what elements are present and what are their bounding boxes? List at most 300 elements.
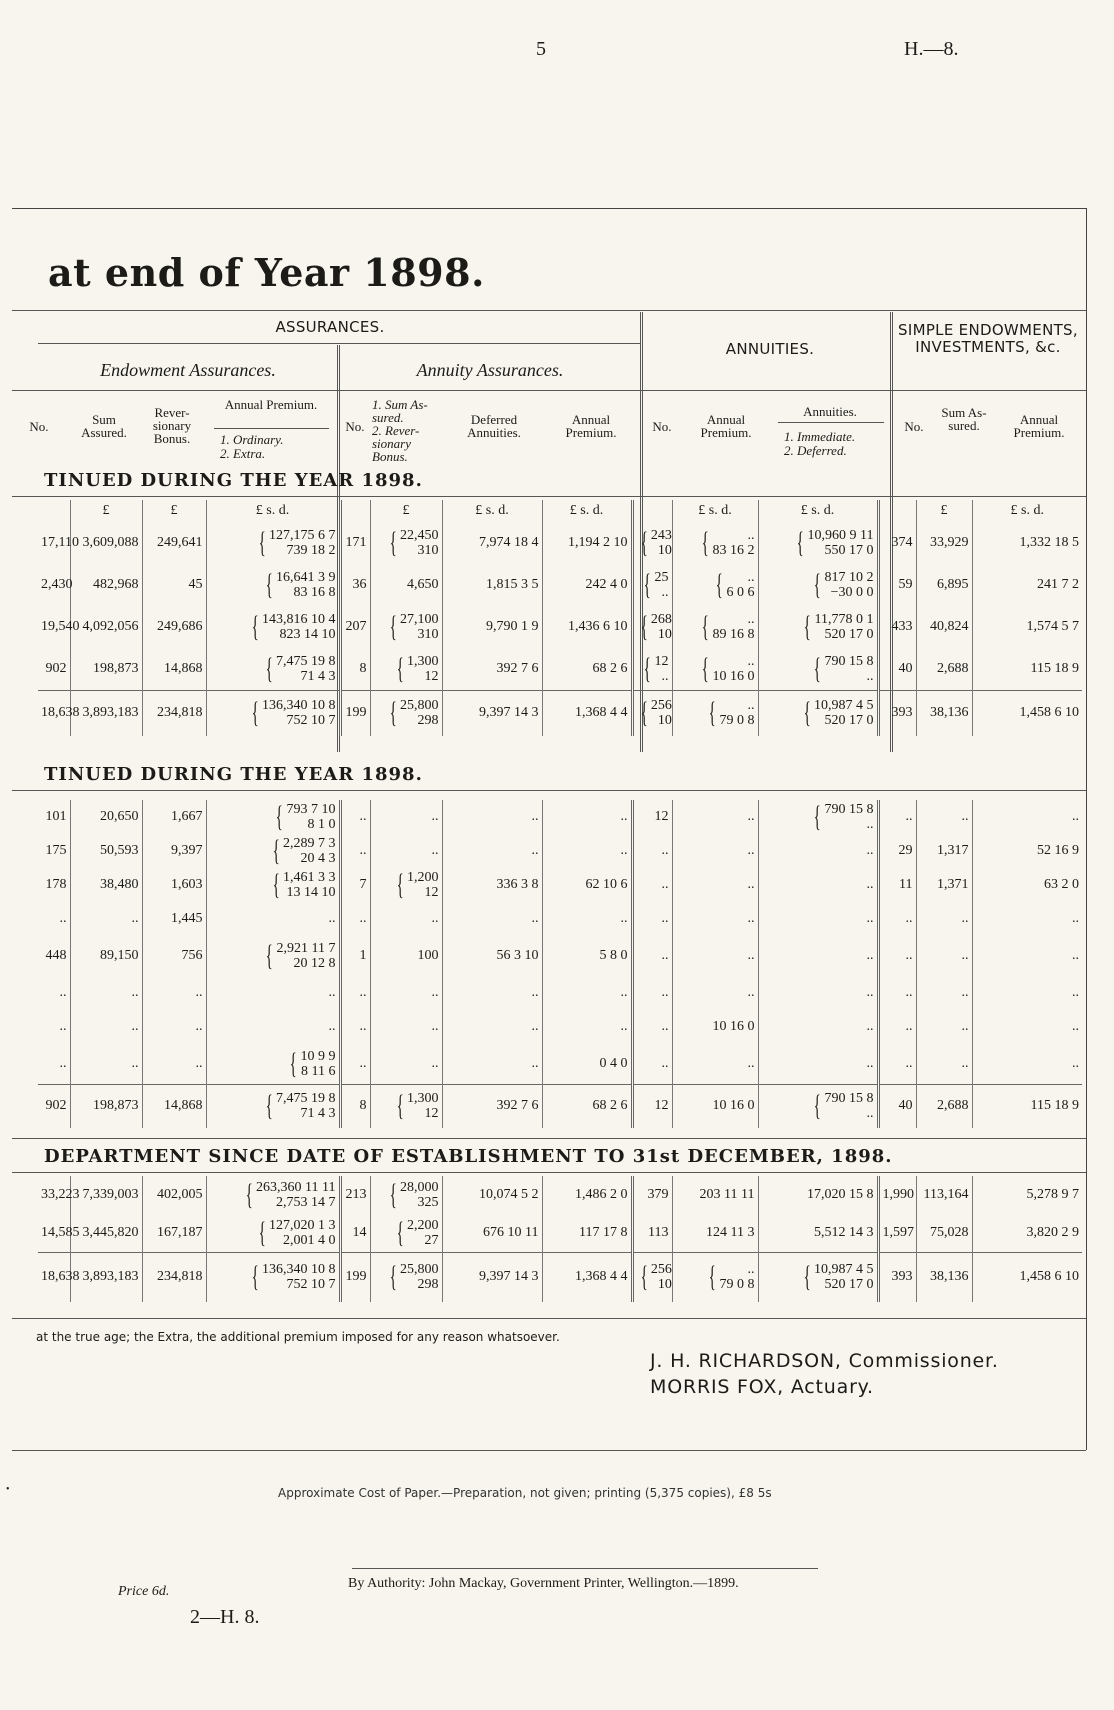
table-cell: 676 10 11 (442, 1214, 542, 1252)
table-cell: 433 (878, 606, 916, 648)
page-title: at end of Year 1898. (48, 250, 485, 295)
table-cell: .. (1072, 948, 1079, 963)
table-cell: 242 4 0 (542, 564, 632, 606)
pair-value: 27,100 (400, 612, 439, 627)
pair-value: 7,475 19 8 (276, 653, 336, 669)
pair-value: 12 (424, 668, 439, 684)
table-cell: 392 7 6 (442, 1084, 542, 1128)
table-cell: 10 16 0 (672, 1084, 758, 1128)
table-cell: .. (70, 1044, 142, 1084)
table-cell: .. (542, 800, 632, 834)
pair-value: 10 (657, 627, 672, 642)
table-row (38, 606, 1082, 648)
table-cell: .. (370, 976, 442, 1010)
table-cell: 18,638 (38, 690, 70, 736)
pair-value: 2,200 (407, 1217, 439, 1233)
pair-value: 520 17 0 (824, 627, 874, 642)
table-cell: .. (916, 1010, 972, 1044)
table-cell: .. (632, 936, 672, 976)
table-cell: 1,332 18 5 (1019, 535, 1079, 550)
table-cell (206, 564, 340, 606)
bracketed-pair (262, 612, 336, 642)
pair-value: 10 (657, 1277, 672, 1293)
table-cell: .. (542, 902, 632, 936)
brace-icon: { (265, 651, 273, 685)
table-cell: .. (672, 976, 758, 1010)
table-cell: 249,641 (142, 522, 206, 564)
table-cell: .. (916, 902, 972, 936)
pair-value: 136,340 10 8 (262, 1262, 336, 1278)
table-cell: 10 16 0 (672, 1010, 758, 1044)
pair-value: 83 16 8 (293, 585, 336, 600)
table-cell: .. (878, 1044, 916, 1084)
brace-icon: { (396, 1215, 404, 1249)
table-cell: .. (370, 1044, 442, 1084)
table-cell: 2,688 (916, 648, 972, 690)
pair-value: .. (866, 817, 874, 832)
table-cell: .. (370, 1010, 442, 1044)
table-cell: 167,187 (142, 1214, 206, 1252)
unit-label: £ (370, 500, 442, 522)
table-cell: 40 (878, 648, 916, 690)
table-cell: 52 16 9 (1037, 843, 1079, 858)
pair-value: 298 (417, 1277, 439, 1293)
brace-icon: { (265, 939, 273, 972)
brace-icon: { (251, 696, 259, 730)
bracketed-pair (825, 802, 874, 832)
table-cell: 198,873 (70, 1084, 142, 1128)
pair-value: 127,020 1 3 (269, 1217, 336, 1233)
table-cell: 213 (340, 1176, 370, 1214)
table-cell: .. (632, 834, 672, 868)
table-cell: 38,136 (916, 1252, 972, 1302)
pair-value: 2,921 11 7 (276, 941, 336, 956)
table-cell: 17,110 (38, 522, 70, 564)
table-since-establishment (38, 1176, 1082, 1302)
brace-icon: { (245, 1178, 253, 1211)
footnote-rule (12, 1318, 1086, 1319)
frame-top-rule (12, 208, 1086, 209)
unit-label: £ s. d. (206, 500, 340, 522)
bracketed-pair (815, 612, 874, 642)
table-cell: .. (370, 800, 442, 834)
col-se-no: No. (904, 419, 924, 434)
bracketed-pair (269, 1218, 336, 1248)
brace-icon: { (643, 568, 651, 601)
table-cell: 75,028 (916, 1214, 972, 1252)
table-cell (370, 606, 442, 648)
page-number: 5 (536, 38, 546, 60)
table-cell: 198,873 (70, 648, 142, 690)
brace-icon: { (275, 800, 283, 833)
table-cell: .. (878, 800, 916, 834)
table-cell: 393 (878, 1252, 916, 1302)
pair-value: 790 15 8 (824, 1091, 874, 1107)
bracketed-pair (276, 570, 336, 600)
table-cell (370, 1252, 442, 1302)
table-row (38, 902, 1082, 936)
table-cell: 6,895 (916, 564, 972, 606)
table-cell: 1,371 (916, 868, 972, 902)
annuities-rule (778, 422, 884, 423)
bracketed-pair (651, 528, 672, 558)
pair-value: 1,200 (407, 870, 439, 885)
table-cell: .. (542, 834, 632, 868)
table-row (38, 976, 1082, 1010)
table-cell: 203 11 11 (672, 1176, 758, 1214)
table-cell: 3,893,183 (70, 690, 142, 736)
table-cell: 101 (38, 800, 70, 834)
table-cell: 11 (878, 868, 916, 902)
table-cell: 1,486 2 0 (542, 1176, 632, 1214)
pair-value: 10 (657, 543, 672, 558)
col-immediate: 1. Immediate. (784, 429, 856, 444)
table-cell: 2,688 (916, 1084, 972, 1128)
bracketed-pair (400, 612, 439, 642)
table-cell: .. (206, 902, 340, 936)
pair-value: 22,450 (400, 528, 439, 543)
table-cell: .. (206, 976, 340, 1010)
table-row (38, 522, 1082, 564)
table-cell: .. (878, 976, 916, 1010)
pair-value: 10 16 0 (712, 668, 755, 684)
bracketed-pair (655, 654, 669, 684)
endowment-heading: Endowment Assurances. (100, 360, 276, 380)
table-cell: .. (370, 902, 442, 936)
brace-icon: { (708, 696, 716, 730)
table-cell: 7,974 18 4 (442, 522, 542, 564)
table-cell: 1,436 6 10 (542, 606, 632, 648)
table-cell: 374 (878, 522, 916, 564)
table-cell: .. (758, 976, 878, 1010)
table-cell: .. (70, 976, 142, 1010)
table-cell: 38,480 (70, 868, 142, 902)
band-continued-1: TINUED DURING THE YEAR 1898. (44, 470, 423, 491)
pair-value: 298 (417, 713, 439, 729)
table-cell: .. (442, 902, 542, 936)
table-cell: 1,445 (142, 902, 206, 936)
bracketed-pair (713, 654, 755, 684)
table-row (38, 800, 1082, 834)
printer-authority: By Authority: John Mackay, Government Printer, Wellington.—1899. (348, 1576, 739, 1591)
table-cell (206, 606, 340, 648)
table-cell: 7,339,003 (70, 1176, 142, 1214)
bracketed-pair (283, 870, 336, 900)
table-cell: 1,815 3 5 (442, 564, 542, 606)
brace-icon: { (813, 800, 821, 833)
table-cell: .. (38, 1044, 70, 1084)
table-cell: 1,597 (878, 1214, 916, 1252)
brace-icon: { (389, 526, 397, 559)
bracketed-pair (720, 1262, 755, 1292)
table-cell (206, 522, 340, 564)
table-cell: 19,540 (38, 606, 70, 648)
bracketed-pair (407, 1218, 439, 1248)
bracketed-pair (727, 570, 755, 600)
brace-icon: { (803, 610, 811, 643)
bracketed-pair (407, 654, 439, 684)
heading-rule (12, 390, 1086, 391)
pair-value: 752 10 7 (286, 1277, 336, 1293)
col-deferred-annuities: Deferred Annuities. (467, 412, 521, 440)
table-cell (672, 522, 758, 564)
table-cell: 9,397 (142, 834, 206, 868)
bracketed-pair (713, 612, 755, 642)
brace-icon: { (265, 1089, 273, 1123)
table-cell: .. (878, 1010, 916, 1044)
pair-value: 13 14 10 (286, 885, 336, 900)
table-cell: .. (70, 902, 142, 936)
table-cell (206, 1084, 340, 1128)
pair-value: 263,360 11 11 (256, 1180, 336, 1195)
band-3-rule (12, 1172, 1086, 1173)
table-cell: 4,092,056 (70, 606, 142, 648)
unit-label: £ s. d. (758, 500, 878, 522)
table-row (38, 868, 1082, 902)
pair-value: 823 14 10 (279, 627, 336, 642)
table-cell: 12 (632, 1084, 672, 1128)
frame-right-rule (1086, 208, 1087, 1450)
table-cell: 402,005 (142, 1176, 206, 1214)
pair-value: 10,960 9 11 (807, 528, 874, 543)
table-cell: 1,574 5 7 (1026, 619, 1079, 634)
bracketed-pair (825, 1091, 874, 1121)
table-cell: .. (916, 1044, 972, 1084)
unit-label (878, 500, 916, 522)
table-cell: .. (758, 902, 878, 936)
brace-icon: { (813, 568, 821, 601)
pair-value: 1,300 (407, 653, 439, 669)
table-cell: 17,020 15 8 (758, 1176, 878, 1214)
table-cell: .. (1072, 985, 1079, 1000)
table-cell: .. (38, 902, 70, 936)
pair-value: 550 17 0 (824, 543, 874, 558)
brace-icon: { (389, 696, 397, 730)
table-cell (206, 1176, 340, 1214)
table-row (38, 564, 1082, 606)
bracketed-pair (262, 698, 336, 728)
signature-commissioner: J. H. RICHARDSON, Commissioner. (650, 1350, 999, 1372)
pair-value: 20 12 8 (293, 956, 336, 971)
table-cell: .. (340, 976, 370, 1010)
table-cell: 50,593 (70, 834, 142, 868)
table-cell: 249,686 (142, 606, 206, 648)
col-extra: 2. Extra. (220, 446, 266, 461)
pair-value: 243 (650, 528, 672, 543)
pair-value: 520 17 0 (824, 713, 874, 729)
table-cell: .. (632, 1044, 672, 1084)
table-cell: .. (38, 976, 70, 1010)
table-cell (758, 690, 878, 736)
table-cell: .. (370, 834, 442, 868)
pair-value: 2,289 7 3 (283, 836, 336, 851)
table-cell: 902 (38, 1084, 70, 1128)
table-row (38, 1214, 1082, 1252)
table-cell: 2,430 (38, 564, 70, 606)
table-cell: .. (758, 1044, 878, 1084)
brace-icon: { (258, 1215, 266, 1249)
table-cell: 3,820 2 9 (1026, 1224, 1079, 1240)
signature-actuary: MORRIS FOX, Actuary. (650, 1376, 874, 1398)
table-cell (758, 648, 878, 690)
table-cell: .. (142, 976, 206, 1010)
table-cell (206, 648, 340, 690)
table-cell: 178 (38, 868, 70, 902)
pair-value: 2,001 4 0 (283, 1232, 336, 1248)
col-sum-assured: Sum Assured. (81, 412, 127, 440)
table-cell: 0 4 0 (542, 1044, 632, 1084)
pair-value: 310 (417, 543, 439, 558)
table-cell: .. (1072, 1055, 1079, 1071)
bracketed-pair (400, 528, 439, 558)
table-cell: 392 7 6 (442, 648, 542, 690)
table-cell: 62 10 6 (542, 868, 632, 902)
table-cell: 199 (340, 1252, 370, 1302)
unit-label: £ (916, 500, 972, 522)
bracketed-pair (825, 570, 874, 600)
table-cell: .. (672, 800, 758, 834)
pair-value: 8 11 6 (301, 1063, 336, 1079)
table-cell: 393 (878, 690, 916, 736)
table-cell (758, 800, 878, 834)
table-cell: .. (632, 976, 672, 1010)
pair-value: .. (747, 528, 755, 543)
brace-icon: { (396, 1089, 404, 1123)
pair-value: 25 (654, 570, 669, 585)
bracketed-pair (269, 528, 336, 558)
col-aa-sum-assured: 1. Sum As-sured. (372, 397, 428, 425)
table-cell: 115 18 9 (972, 1084, 1082, 1128)
pair-value: 6 0 6 (726, 585, 755, 600)
pair-value: 739 18 2 (286, 543, 336, 558)
pair-value: 12 (654, 653, 669, 669)
price: Price 6d. (118, 1584, 170, 1599)
table-cell (206, 690, 340, 736)
table-cell (672, 564, 758, 606)
table-cell: 336 3 8 (442, 868, 542, 902)
table-discontinued (38, 800, 1082, 1128)
brace-icon: { (643, 651, 651, 685)
pair-value: .. (661, 668, 669, 684)
table-cell: 5,278 9 7 (1026, 1187, 1079, 1202)
table-cell: .. (632, 1010, 672, 1044)
table-cell (758, 522, 878, 564)
table-cell: 14,868 (142, 648, 206, 690)
table-cell: 40,824 (916, 606, 972, 648)
pair-value: 71 4 3 (300, 1106, 336, 1122)
bracketed-pair (407, 870, 439, 900)
table-cell (206, 936, 340, 976)
table-cell: .. (916, 936, 972, 976)
annuity-assurances-heading: Annuity Assurances. (416, 360, 564, 380)
table-cell (758, 1252, 878, 1302)
table-row (38, 1010, 1082, 1044)
simple-endowments-heading: SIMPLE ENDOWMENTS, INVESTMENTS, &c. (898, 321, 1078, 356)
table-cell: .. (758, 868, 878, 902)
table-cell: 63 2 0 (1044, 877, 1079, 892)
table-cell: .. (542, 976, 632, 1010)
table-cell: .. (878, 902, 916, 936)
table-cell: .. (1072, 809, 1079, 824)
bracketed-pair (655, 570, 669, 600)
table-cell (758, 1084, 878, 1128)
table-cell: 33,929 (916, 522, 972, 564)
title-rule (12, 310, 1086, 311)
table-cell: 18,638 (38, 1252, 70, 1302)
pair-value: 79 0 8 (719, 1277, 755, 1293)
table-cell: .. (1072, 911, 1079, 926)
brace-icon: { (272, 834, 280, 867)
table-cell (672, 648, 758, 690)
col-ordinary: 1. Ordinary. (220, 432, 284, 447)
table-cell (370, 868, 442, 902)
table-cell: 3,445,820 (70, 1214, 142, 1252)
unit-row (38, 500, 1082, 522)
table-cell (632, 648, 672, 690)
unit-label: £ s. d. (1010, 503, 1044, 518)
brace-icon: { (708, 1260, 716, 1294)
bracketed-pair (407, 1091, 439, 1121)
table-row (38, 690, 1082, 736)
table-cell: .. (542, 1010, 632, 1044)
pair-value: 2,753 14 7 (276, 1195, 336, 1210)
table-cell: .. (70, 1010, 142, 1044)
table-cell: 8 (340, 648, 370, 690)
table-cell: .. (672, 1044, 758, 1084)
table-cell: .. (672, 834, 758, 868)
bracketed-pair (400, 1262, 439, 1292)
footer-code: 2—H. 8. (190, 1606, 260, 1628)
table-cell: 5 8 0 (542, 936, 632, 976)
unit-label (632, 500, 672, 522)
table-cell: 207 (340, 606, 370, 648)
pair-value: 790 15 8 (824, 653, 874, 669)
pair-value: 20 4 3 (300, 851, 336, 866)
table-cell: 14,868 (142, 1084, 206, 1128)
table-cell: 5,512 14 3 (758, 1214, 878, 1252)
brace-icon: { (701, 610, 709, 643)
bracketed-pair (651, 1262, 672, 1292)
table-cell (632, 564, 672, 606)
table-cell (370, 690, 442, 736)
table-cell: .. (442, 834, 542, 868)
table-cell: 36 (340, 564, 370, 606)
table-row (38, 648, 1082, 690)
brace-icon: { (265, 568, 273, 601)
pair-value: .. (747, 1262, 755, 1278)
table-cell: 199 (340, 690, 370, 736)
table-cell: .. (672, 902, 758, 936)
brace-icon: { (701, 651, 709, 685)
pair-value: 520 17 0 (824, 1277, 874, 1293)
premium-rule (214, 428, 329, 429)
table-cell: .. (340, 902, 370, 936)
col-aa-reversionary-bonus: 2. Rever-sionary Bonus. (372, 423, 420, 464)
pair-value: 790 15 8 (824, 802, 874, 817)
pair-value: 10,987 4 5 (814, 1262, 874, 1278)
table-cell: .. (442, 1010, 542, 1044)
bracketed-pair (276, 1091, 336, 1121)
bracketed-pair (301, 1049, 336, 1079)
pair-value: 268 (650, 612, 672, 627)
brace-icon: { (640, 526, 648, 559)
brace-icon: { (640, 610, 648, 643)
table-cell: 1,990 (878, 1176, 916, 1214)
table-cell: 379 (632, 1176, 672, 1214)
table-cell: 1,603 (142, 868, 206, 902)
table-cell (758, 606, 878, 648)
pair-value: 127,175 6 7 (269, 528, 336, 543)
